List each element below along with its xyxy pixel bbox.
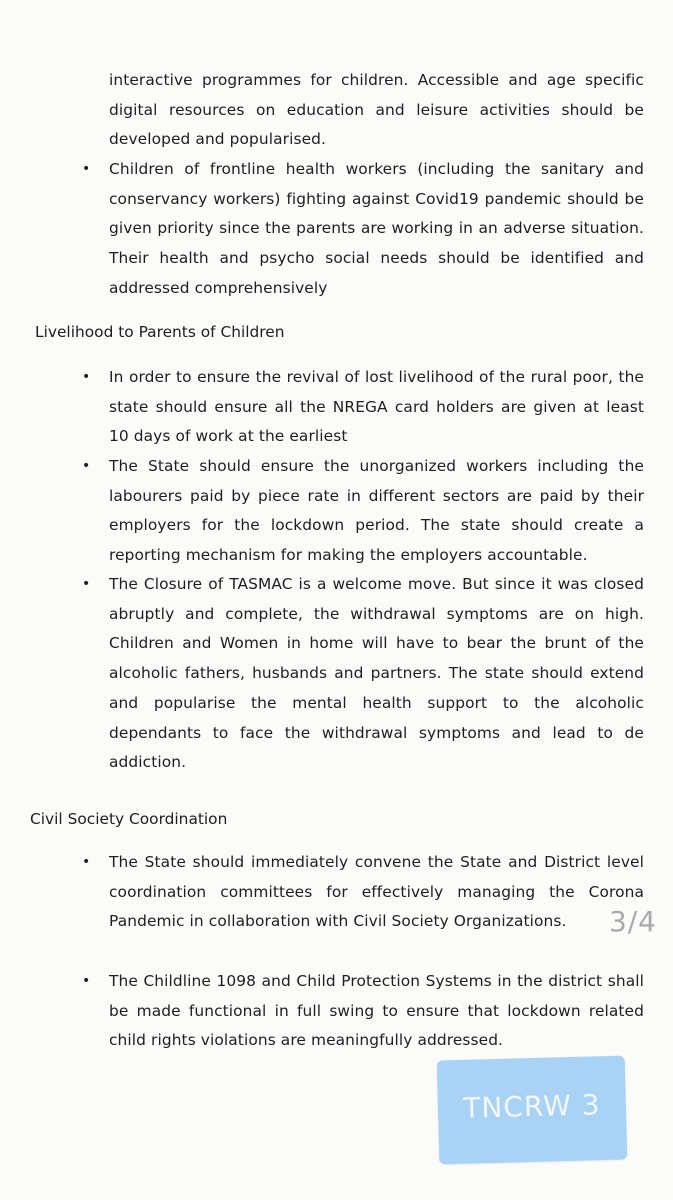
page-number-stamp: 3/4 <box>608 905 657 938</box>
sticker-label: TNCRW 3 <box>462 1088 601 1125</box>
coordination-committees-bullet: The State should immediately convene the State and District level coordination committees for effectively managing the Corona Pandemic in collaboration with Civil Society Organizations. <box>109 853 644 931</box>
unorganized-workers-bullet: The State should ensure the unorganized workers including the labourers paid by piece rate in different sectors are paid by their employers for the lockdown period. The state should create a reporting mechanism for making the employers accountable. <box>109 457 644 565</box>
bullet-marker: • <box>82 458 91 474</box>
bullet-marker: • <box>82 576 91 592</box>
section-heading-livelihood: Livelihood to Parents of Children <box>35 323 285 341</box>
frontline-workers-bullet: Children of frontline health workers (including the sanitary and conservancy workers) fighting against Covid19 pandemic should be given priority since the parents are working in an adverse situation. Their health and psycho social needs should be identified and addressed comprehensively <box>109 160 644 297</box>
tncrw-sticker <box>437 1056 628 1165</box>
bullet-marker: • <box>82 161 91 177</box>
bullet-marker: • <box>82 854 91 870</box>
bullet-marker: • <box>82 973 91 989</box>
nrega-bullet: In order to ensure the revival of lost livelihood of the rural poor, the state should ensure all the NREGA card holders are given at least 10 days of work at the earliest <box>109 368 644 446</box>
childline-bullet: The Childline 1098 and Child Protection Systems in the district shall be made functional in full swing to ensure that lockdown related child rights violations are meaningfully addressed. <box>109 972 644 1050</box>
intro-paragraph: interactive programmes for children. Accessible and age specific digital resources on education and leisure activities should be developed and popularised. <box>109 71 644 149</box>
bullet-marker: • <box>82 369 91 385</box>
tasmac-bullet: The Closure of TASMAC is a welcome move. But since it was closed abruptly and complete, the withdrawal symptoms are on high. Children and Women in home will have to bear the brunt of the alcoholic fathers, husbands and partners. The state should extend and popularise the mental health support to the alcoholic dependants to face the withdrawal symptoms and lead to de addiction. <box>109 575 644 772</box>
section-heading-civil-society: Civil Society Coordination <box>30 810 228 828</box>
